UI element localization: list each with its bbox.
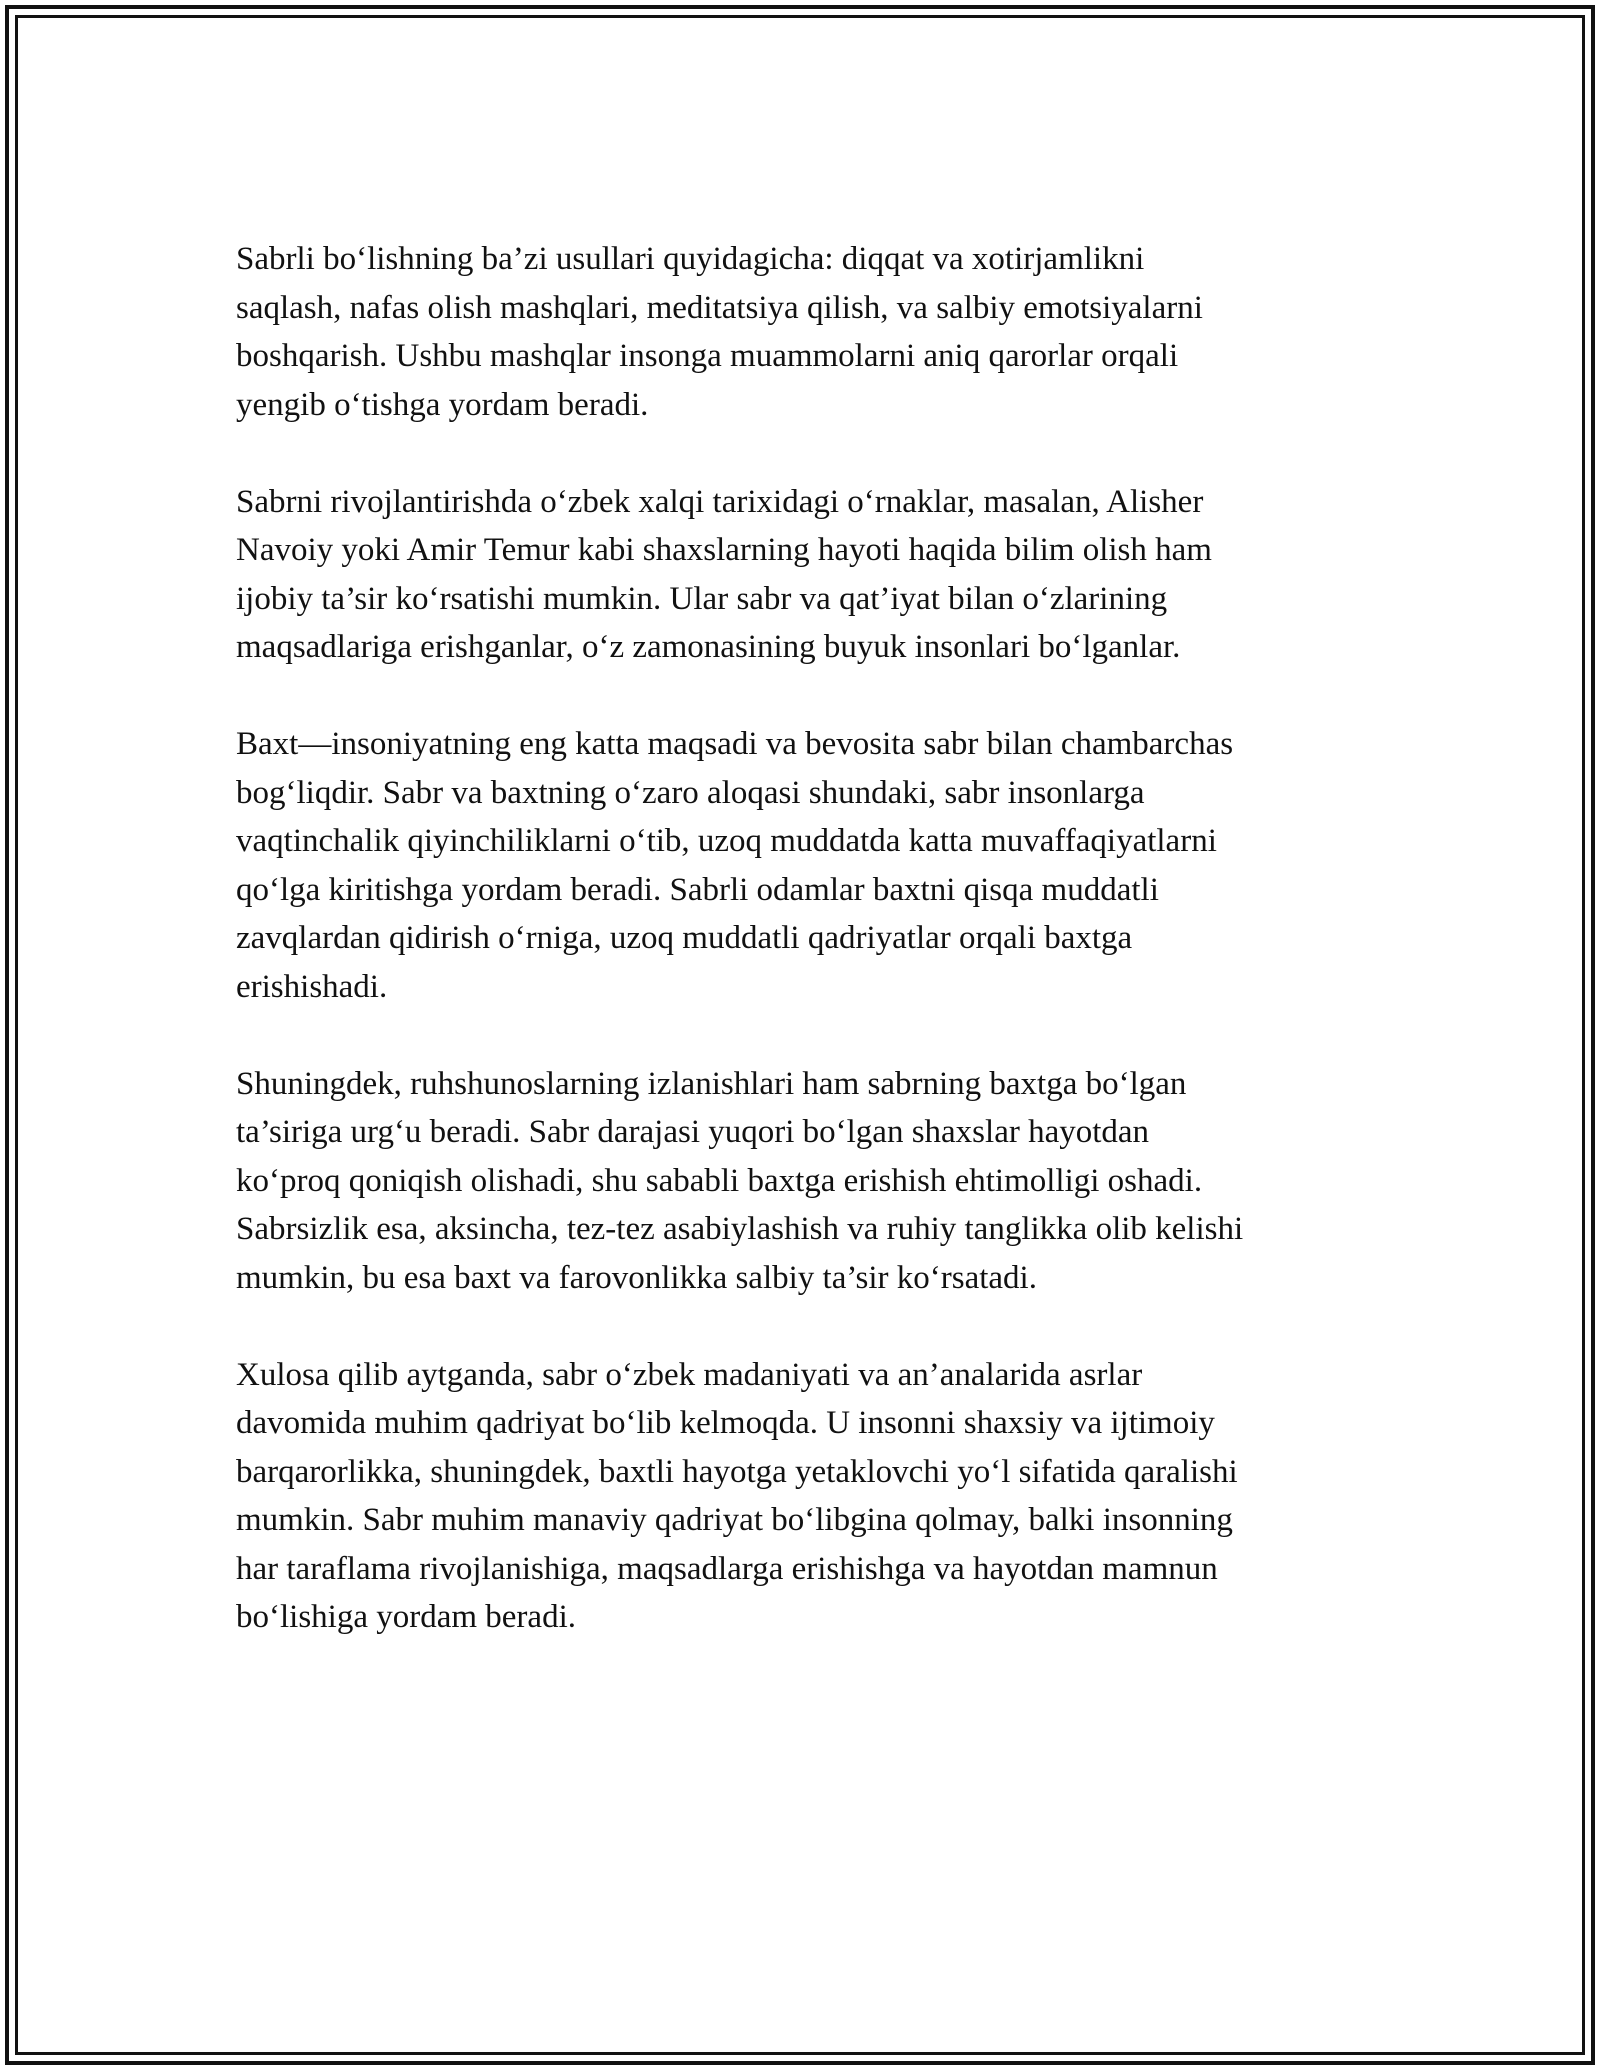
document-body — [236, 235, 1366, 1690]
paragraph-2: Sabrni rivojlantirishda o‘zbek xalqi tarixidagi o‘rnaklar, masalan, Alisher Navoiy yoki Amir Temur kabi shaxslarning hayoti haqida bilim olish ham ijobiy ta’sir ko‘rsatishi mumkin. Ular sabr va qat’iyat bilan o‘zlarining maqsadlariga erishganlar, o‘z zamonasining buyuk insonlari bo‘lganlar. — [236, 483, 1212, 665]
paragraph-1: Sabrli bo‘lishning ba’zi usullari quyidagicha: diqqat va xotirjamlikni saqlash, nafas olish mashqlari, meditatsiya qilish, va salbiy emotsiyalarni boshqarish. Ushbu mashqlar insonga muammolarni aniq qarorlar orqali yengib o‘tishga yordam beradi. — [236, 241, 1203, 423]
paragraph-5: Xulosa qilib aytganda, sabr o‘zbek madaniyati va an’analarida asrlar davomida muhim qadriyat bo‘lib kelmoqda. U insonni shaxsiy va ijtimoiy barqarorlikka, shuningdek, baxtli hayotga yetaklovchi yo‘l sifatida qaralishi mumkin. Sabr muhim manaviy qadriyat bo‘libgina qolmay, balki insonning har taraflama rivojlanishiga, maqsadlarga erishishga va hayotdan mamnun bo‘lishiga yordam beradi. — [236, 1356, 1238, 1635]
paragraph-4: Shuningdek, ruhshunoslarning izlanishlari ham sabrning baxtga bo‘lgan ta’siriga urg‘u beradi. Sabr darajasi yuqori bo‘lgan shaxslar hayotdan ko‘proq qoniqish olishadi, shu sababli baxtga erishish ehtimolligi oshadi. Sabrsizlik esa, aksincha, tez-tez asabiylashish va ruhiy tanglikka olib kelishi mumkin, bu esa baxt va farovonlikka salbiy ta’sir ko‘rsatadi. — [236, 1065, 1244, 1296]
paragraph-3: Baxt—insoniyatning eng katta maqsadi va bevosita sabr bilan chambarchas bog‘liqdir. Sabr va baxtning o‘zaro aloqasi shundaki, sabr insonlarga vaqtinchalik qiyinchiliklarni o‘tib, uzoq muddatda katta muvaffaqiyatlarni qo‘lga kiritishga yordam beradi. Sabrli odamlar baxtni qisqa muddatli zavqlardan qidirish o‘rniga, uzoq muddatli qadriyatlar orqali baxtga erishishadi. — [236, 726, 1234, 1005]
